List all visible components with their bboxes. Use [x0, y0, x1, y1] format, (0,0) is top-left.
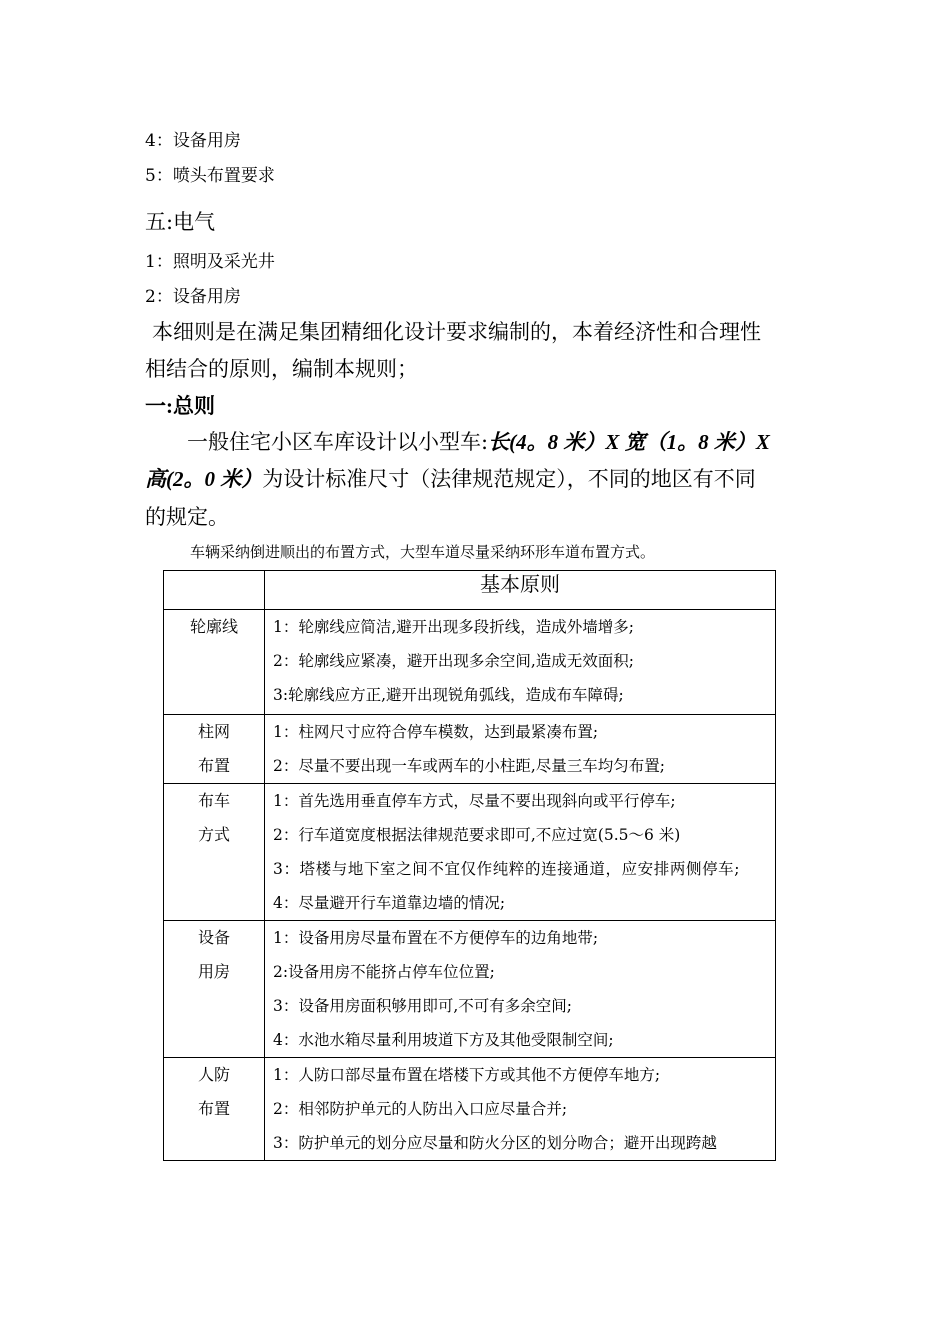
basic-principles-table: [163, 570, 776, 1161]
general-text-2: 为设计标准尺寸（法律规范规定），不同的地区有不同: [262, 467, 756, 491]
category-line: 布置: [197, 756, 230, 775]
category-line: 布置: [197, 1099, 230, 1118]
rule-item: 2：相邻防护单元的人防出入口应尽量合并;: [273, 1100, 568, 1118]
rule-item: 1：设备用房尽量布置在不方便停车的边角地带;: [273, 929, 599, 947]
list-item-lighting: 1：照明及采光井: [145, 252, 275, 272]
category-line: 方式: [197, 825, 230, 844]
category-line: 用房: [197, 962, 230, 981]
intro-line-2: 相结合的原则，编制本规则；: [145, 357, 418, 381]
category-civil-defense: [164, 1058, 265, 1161]
general-text: 一般住宅小区车库设计以小型车:: [187, 430, 489, 454]
rule-item: 2：轮廓线应紧凑，避开出现多余空间,造成无效面积;: [273, 652, 635, 670]
rule-item: 1：轮廓线应简洁,避开出现多段折线，造成外墙增多;: [273, 618, 635, 636]
table-header: 基本原则: [265, 571, 776, 610]
table-row: [164, 715, 776, 784]
rule-item: 3:轮廓线应方正,避开出现锐角弧线，造成布车障碍;: [273, 686, 624, 704]
table-row: [164, 610, 776, 715]
general-paragraph-line-2: [145, 463, 756, 493]
general-heading: 一:总则: [145, 394, 215, 418]
category-line: 布车: [197, 791, 230, 810]
table-row: [164, 921, 776, 1058]
table-caption: 车辆采纳倒进顺出的布置方式，大型车道尽量采纳环形车道布置方式。: [190, 543, 656, 561]
rule-item: 3：塔楼与地下室之间不宜仅作纯粹的连接通道，应安排两侧停车;: [273, 860, 741, 878]
items-cell: [265, 610, 776, 715]
category-line: 柱网: [197, 722, 230, 741]
category-outline: 轮廓线: [164, 610, 265, 715]
table-row: [164, 784, 776, 921]
section-heading-electrical: 五:电气: [145, 210, 216, 234]
items-cell: [265, 784, 776, 921]
list-item-equipment-room-2: 2：设备用房: [145, 287, 241, 307]
rule-item: 3：防护单元的划分应尽量和防火分区的划分吻合；避开出现跨越: [273, 1134, 717, 1152]
car-size-bold: 长(4。8 米）X 宽（1。8 米）X: [488, 430, 770, 454]
list-item-sprinkler: 5：喷头布置要求: [145, 166, 275, 186]
table-row: [164, 1058, 776, 1161]
header-empty-cell: [164, 571, 265, 610]
items-cell: [265, 1058, 776, 1161]
category-column-grid: [164, 715, 265, 784]
rule-item: 1：人防口部尽量布置在塔楼下方或其他不方便停车地方;: [273, 1066, 661, 1084]
rule-item: 2：行车道宽度根据法律规范要求即可,不应过宽(5.5～6 米): [273, 826, 681, 844]
general-paragraph-line-1: [187, 426, 770, 456]
category-line: 人防: [197, 1065, 230, 1084]
rule-item: 4：水池水箱尽量利用坡道下方及其他受限制空间;: [273, 1031, 614, 1049]
category-line: 设备: [197, 928, 230, 947]
category-equipment-room: [164, 921, 265, 1058]
rule-item: 1：首先选用垂直停车方式，尽量不要出现斜向或平行停车;: [273, 792, 676, 810]
rule-item: 2：尽量不要出现一车或两车的小柱距,尽量三车均匀布置;: [273, 757, 666, 775]
intro-line-1: 本细则是在满足集团精细化设计要求编制的，本着经济性和合理性: [152, 320, 761, 344]
rule-item: 1：柱网尺寸应符合停车模数，达到最紧凑布置;: [273, 723, 599, 741]
rule-item: 4：尽量避开行车道靠边墙的情况;: [273, 894, 506, 912]
table-header-row: [164, 571, 776, 610]
list-item-equipment-room: 4：设备用房: [145, 131, 241, 151]
category-parking-layout: [164, 784, 265, 921]
items-cell: [265, 715, 776, 784]
rule-item: 2:设备用房不能挤占停车位位置;: [273, 963, 495, 981]
car-height-bold: 高(2。0 米）: [145, 467, 263, 491]
items-cell: [265, 921, 776, 1058]
general-paragraph-line-3: 的规定。: [145, 505, 229, 529]
rule-item: 3：设备用房面积够用即可,不可有多余空间;: [273, 997, 573, 1015]
